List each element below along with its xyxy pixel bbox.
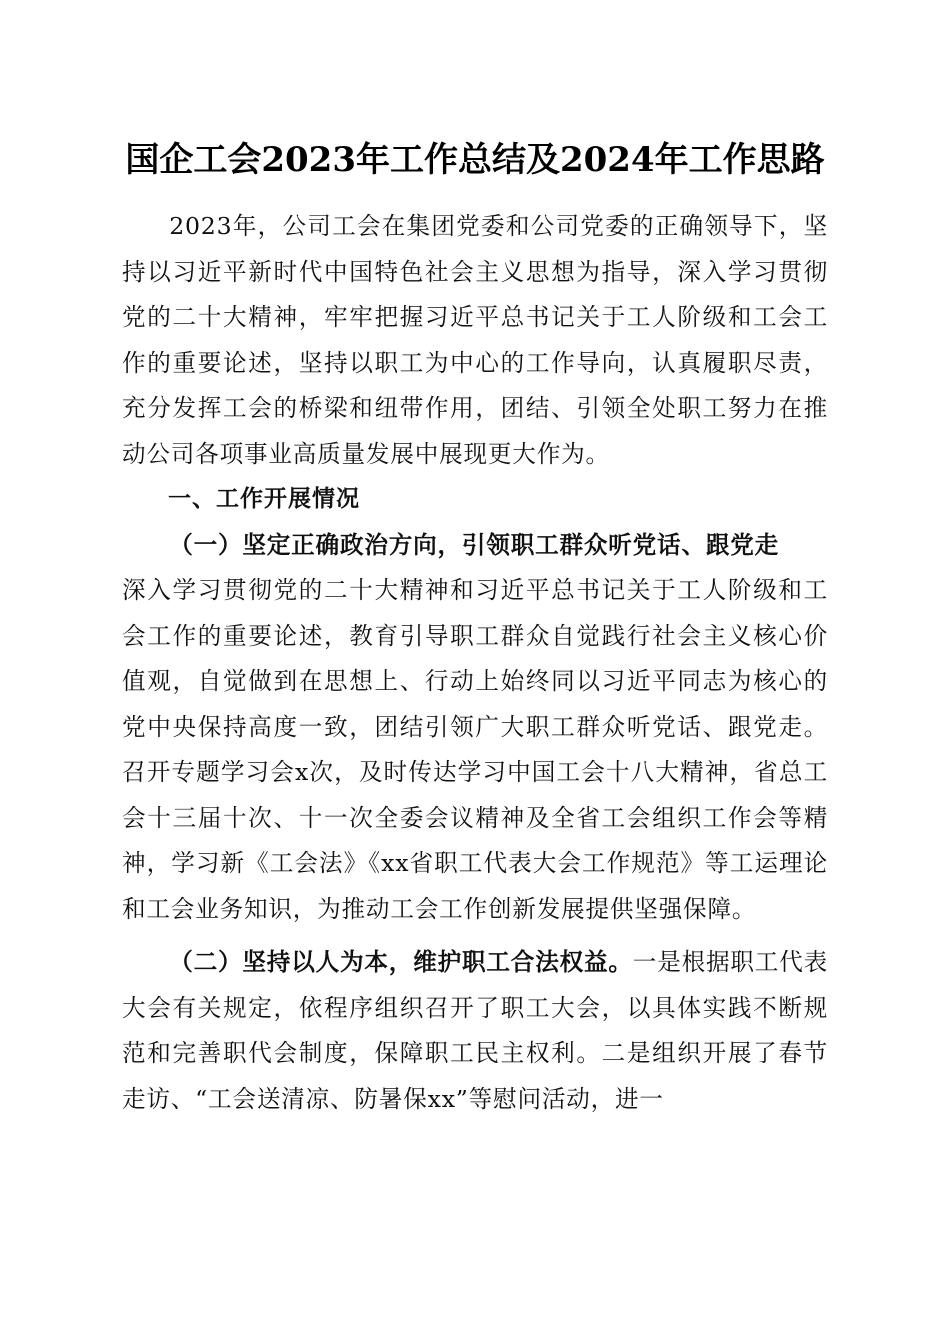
document-body xyxy=(122,204,828,1122)
item-2-lead: （二）坚持以人为本，维护职工合法权益。 xyxy=(169,948,633,976)
item-2-paragraph xyxy=(122,940,828,1122)
item-1-text: 深入学习贯彻党的二十大精神和习近平总书记关于工人阶级和工会工作的重要论述，教育引导职工群众自觉践行社会主义核心价值观，自觉做到在思想上、行动上始终同以习近平同志为核心的党中央保持高度一致，团结引领广大职工群众听党话、跟党走。召开专题学习会x次，及时传达学习中国工会十八大精神，省总工会十三届十次、十一次全委会议精神及全省工会组织工作会等精神，学习新《工会法》《xx省职工代表大会工作规范》等工运理论和工会业务知识，为推动工会工作创新发展提供坚强保障。 xyxy=(122,576,828,923)
item-1-paragraph xyxy=(122,523,828,933)
item-2-text: 一是根据职工代表大会有关规定，依程序组织召开了职工大会，以具体实践不断规范和完善职代会制度，保障职工民主权利。二是组织开展了春节走访、“工会送清凉、防暑保xx”等慰问活动，进一 xyxy=(122,948,828,1113)
intro-paragraph: 2023年，公司工会在集团党委和公司党委的正确领导下，坚持以习近平新时代中国特色社会主义思想为指导，深入学习贯彻党的二十大精神，牢牢把握习近平总书记关于工人阶级和工会工作的重要论述，坚持以职工为中心的工作导向，认真履职尽责，充分发挥工会的桥梁和纽带作用，团结、引领全处职工努力在推动公司各项事业高质量发展中展现更大作为。 xyxy=(122,212,828,468)
section-heading-work-progress: 一、工作开展情况 xyxy=(168,486,360,512)
item-1-lead: （一）坚定正确政治方向，引领职工群众听党话、跟党走 xyxy=(169,530,780,559)
document-title: 国企工会2023年工作总结及2024年工作思路 xyxy=(125,140,825,180)
